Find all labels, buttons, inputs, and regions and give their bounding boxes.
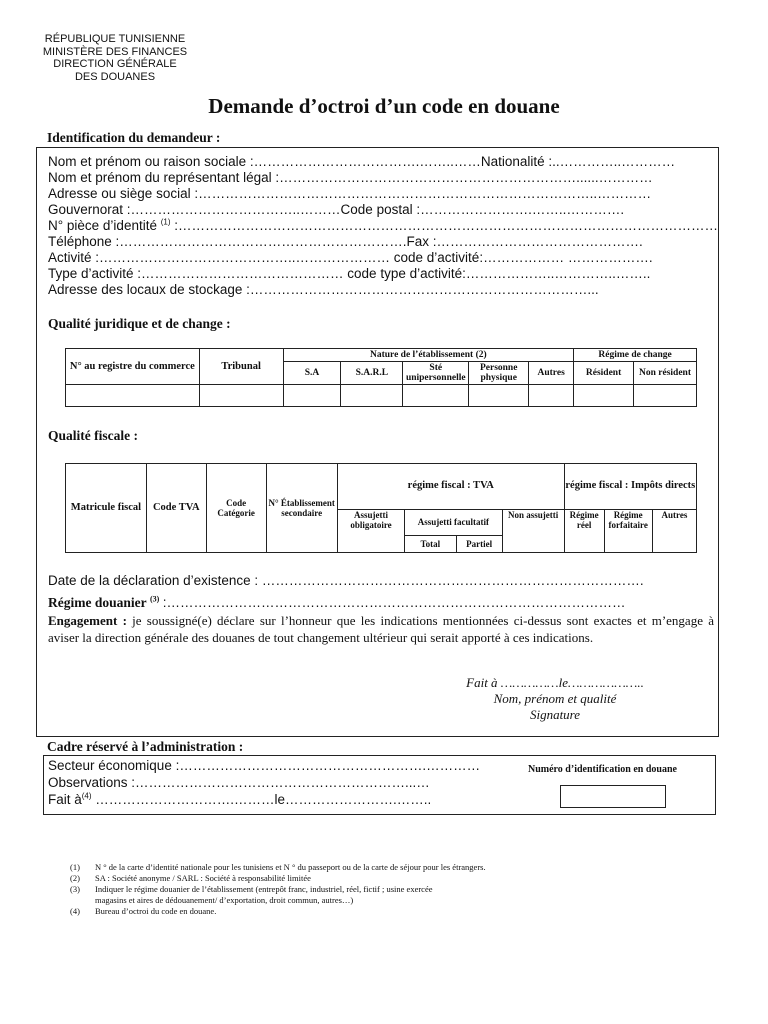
juridique-table (65, 348, 697, 407)
regime-change-header: Régime de change (574, 349, 697, 362)
identification-heading: Identification du demandeur : (47, 130, 221, 145)
col-personne-physique: Personne physique (469, 362, 529, 385)
input-cell[interactable] (469, 385, 529, 407)
input-cell[interactable] (66, 385, 200, 407)
input-cell[interactable] (283, 385, 341, 407)
autres-col: Autres (652, 509, 696, 552)
assujetti-facultatif-col: Assujetti facultatif (405, 509, 503, 535)
assujetti-obligatoire-col: Assujetti obligatoire (337, 509, 404, 552)
juridique-heading: Qualité juridique et de change : (48, 316, 231, 331)
field-fait-a[interactable] (48, 792, 431, 808)
field-gouvernorat[interactable]: Gouvernorat :………………………………..………Code postal :…………………….……..…………. (48, 202, 625, 217)
fait-label: Fait à (48, 792, 82, 807)
note-ref: (3) (150, 594, 160, 604)
registre-header: N° au registre du commerce (66, 349, 200, 385)
signature-label: Signature (529, 707, 581, 722)
regime-label: Régime douanier (48, 595, 147, 610)
header-line: RÉPUBLIQUE TUNISIENNE (44, 33, 186, 45)
input-cell[interactable] (574, 385, 634, 407)
fiscale-heading: Qualité fiscale : (48, 428, 138, 443)
matricule-header: Matricule fiscal (66, 464, 147, 553)
field-representant-legal[interactable]: Nom et prénom du représentant légal :…………………………………………………………......………… (48, 170, 653, 185)
input-cell[interactable] (634, 385, 697, 407)
partiel-col: Partiel (456, 536, 502, 553)
col-unipersonnelle: Sté unipersonnelle (403, 362, 469, 385)
input-cell[interactable] (403, 385, 469, 407)
field-secteur-economique[interactable]: Secteur économique :……………………………………………….………… (48, 758, 481, 773)
non-assujetti-col: Non assujetti (502, 509, 564, 552)
etablissement-header: N° Établissement secondaire (266, 464, 337, 553)
col-non-resident: Non résident (634, 362, 697, 385)
field-nom-raison-sociale[interactable]: Nom et prénom ou raison sociale :……………………………….……..……Nationalité :..…………..………… (48, 154, 676, 169)
numero-identification-field[interactable] (560, 785, 666, 808)
code-tva-header: Code TVA (146, 464, 206, 553)
page-title: Demande d’octroi d’un code en douane (208, 94, 560, 118)
field-type-activite[interactable]: Type d’activité :……………………………………… code type d’activité:………………..…………..…….. (48, 266, 651, 281)
piece-label: N° pièce d’identité (48, 218, 157, 233)
field-regime-douanier[interactable] (48, 595, 625, 611)
engagement-text: je soussigné(e) déclare sur l’honneur que les indications mentionnées ci-dessus sont exactes et m’engage à aviser la direction générale des douanes de tout changement ultérieur qui serait apporté à ces indications. (48, 613, 714, 645)
ministry-header (20, 33, 210, 83)
tva-header: régime fiscal : TVA (337, 464, 564, 510)
col-sa: S.A (283, 362, 341, 385)
col-autres: Autres (529, 362, 574, 385)
input-cell[interactable] (529, 385, 574, 407)
code-categorie-header: Code Catégorie (206, 464, 266, 553)
field-piece-identite[interactable] (48, 218, 718, 234)
fiscale-table (65, 463, 697, 553)
footnote: (2) SA : Société anonyme / SARL : Société à responsabilité limitée (70, 873, 311, 883)
field-activite[interactable]: Activité :……………………………………..………………… code d’activité:……………… ………………. (48, 250, 653, 265)
note-ref: (4) (81, 791, 92, 801)
field-observations[interactable]: Observations :……………………………………………………...… (48, 775, 430, 790)
field-adresse-siege[interactable]: Adresse ou siège social :……………………………………………………………………………..………… (48, 186, 652, 201)
fait-a-line[interactable]: Fait à ……………le……………….. (466, 675, 644, 690)
field-locaux-stockage[interactable]: Adresse des locaux de stockage :…………………………………………………………………... (48, 282, 599, 297)
total-col: Total (405, 536, 456, 553)
footnote: (1) N ° de la carte d’identité nationale pour les tunisiens et N ° du passeport ou de la carte de séjour pour les étrangers. (70, 862, 486, 872)
header-line: MINISTÈRE DES FINANCES (42, 45, 188, 58)
impots-header: régime fiscal : Impôts directs (564, 464, 696, 510)
regime-dots: :………………………………………………………………………………………… (162, 595, 626, 610)
piece-dots: :………………………………………………………………………………………………………… (174, 218, 719, 233)
engagement-label: Engagement : (48, 613, 127, 628)
regime-reel-col: Régime réel (564, 509, 604, 552)
input-cell[interactable] (199, 385, 283, 407)
input-cell[interactable] (341, 385, 403, 407)
footnotes (70, 862, 486, 917)
field-telephone[interactable]: Téléphone :……………………………………………………….Fax :………………………………………. (48, 234, 643, 249)
header-line: DIRECTION GÉNÉRALE (53, 58, 177, 70)
numero-identification-label: Numéro d’identification en douane (528, 764, 677, 775)
footnote: magasins et aires de dédouanement/ d’exportation, droit commun, autres…) (95, 895, 354, 905)
regime-forfaitaire-col: Régime forfaitaire (604, 509, 652, 552)
footnote: (4) Bureau d’octroi du code en douane. (70, 906, 217, 916)
fait-dots: ………………………….………le…………………….…….. (91, 792, 432, 807)
col-resident: Résident (574, 362, 634, 385)
footnote: (3) Indiquer le régime douanier de l’établissement (entrepôt franc, industriel, réel, fictif ; usine exercée (70, 884, 433, 894)
nature-header: Nature de l’établissement (2) (283, 349, 574, 362)
field-date-declaration[interactable]: Date de la déclaration d’existence : …………………………………………………………………………. (48, 573, 644, 588)
tribunal-header: Tribunal (199, 349, 283, 385)
header-line: DES DOUANES (74, 70, 156, 83)
admin-heading: Cadre réservé à l’administration : (47, 739, 244, 754)
nom-qualite-label: Nom, prénom et qualité (493, 691, 617, 706)
engagement-paragraph (48, 612, 714, 646)
note-ref: (1) (160, 217, 171, 227)
col-sarl: S.A.R.L (341, 362, 403, 385)
